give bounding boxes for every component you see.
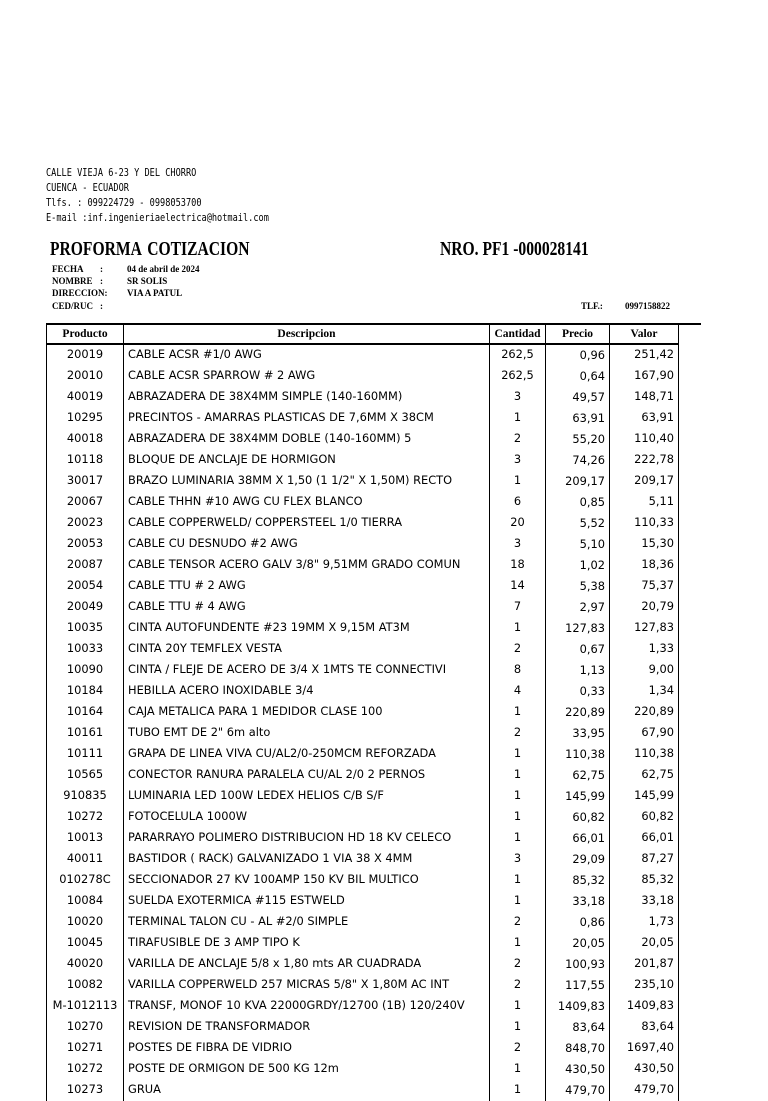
precio-cell: 479,70	[546, 1080, 610, 1101]
cantidad-cell: 1	[490, 702, 546, 723]
descripcion-cell: HEBILLA ACERO INOXIDABLE 3/4	[124, 681, 490, 702]
valor-cell: 1,73	[610, 912, 679, 933]
header-descripcion: Descripcion	[124, 324, 490, 344]
cantidad-cell: 1	[490, 996, 546, 1017]
table-row	[47, 1080, 679, 1101]
producto-cell: 10020	[47, 912, 124, 933]
table-row	[47, 681, 679, 702]
precio-cell: 85,32	[546, 870, 610, 891]
precio-cell: 0,64	[546, 366, 610, 387]
cantidad-cell: 4	[490, 681, 546, 702]
precio-cell: 145,99	[546, 786, 610, 807]
header-cantidad: Cantidad	[490, 324, 546, 344]
producto-cell: M-1012113	[47, 996, 124, 1017]
table-row	[47, 597, 679, 618]
producto-cell: 10184	[47, 681, 124, 702]
cantidad-cell: 1	[490, 765, 546, 786]
table-row	[47, 702, 679, 723]
valor-cell: 75,37	[610, 576, 679, 597]
valor-cell: 110,38	[610, 744, 679, 765]
valor-cell: 209,17	[610, 471, 679, 492]
table-row	[47, 786, 679, 807]
cantidad-cell: 20	[490, 513, 546, 534]
valor-cell: 67,90	[610, 723, 679, 744]
cantidad-cell: 6	[490, 492, 546, 513]
company-phones: Tlfs. : 099224729 - 0998053700	[46, 197, 202, 209]
descripcion-cell: BLOQUE DE ANCLAJE DE HORMIGON	[124, 450, 490, 471]
precio-cell: 0,67	[546, 639, 610, 660]
company-email: E-mail :inf.ingenieriaelectrica@hotmail.com	[46, 212, 269, 224]
cantidad-cell: 1	[490, 807, 546, 828]
precio-cell: 117,55	[546, 975, 610, 996]
cantidad-cell: 1	[490, 408, 546, 429]
descripcion-cell: FOTOCELULA 1000W	[124, 807, 490, 828]
producto-cell: 40019	[47, 387, 124, 408]
precio-cell: 29,09	[546, 849, 610, 870]
descripcion-cell: TERMINAL TALON CU - AL #2/0 SIMPLE	[124, 912, 490, 933]
precio-cell: 1,13	[546, 660, 610, 681]
descripcion-cell: SECCIONADOR 27 KV 100AMP 150 KV BIL MULTICO	[124, 870, 490, 891]
descripcion-cell: CINTA 20Y TEMFLEX VESTA	[124, 639, 490, 660]
document-number: NRO. PF1 -000028141	[440, 238, 589, 260]
producto-cell: 10013	[47, 828, 124, 849]
descripcion-cell: CABLE THHN #10 AWG CU FLEX BLANCO	[124, 492, 490, 513]
direccion-row	[52, 288, 352, 299]
cantidad-cell: 8	[490, 660, 546, 681]
producto-cell: 20049	[47, 597, 124, 618]
cantidad-cell: 1	[490, 1017, 546, 1038]
precio-cell: 127,83	[546, 618, 610, 639]
precio-cell: 63,91	[546, 408, 610, 429]
table-row	[47, 975, 679, 996]
tlf-value: 0997158822	[625, 301, 670, 311]
valor-cell: 18,36	[610, 555, 679, 576]
descripcion-cell: GRAPA DE LINEA VIVA CU/AL2/0-250MCM REFORZADA	[124, 744, 490, 765]
precio-cell: 0,33	[546, 681, 610, 702]
descripcion-cell: CAJA METALICA PARA 1 MEDIDOR CLASE 100	[124, 702, 490, 723]
valor-cell: 5,11	[610, 492, 679, 513]
descripcion-cell: CABLE TTU # 4 AWG	[124, 597, 490, 618]
cantidad-cell: 3	[490, 450, 546, 471]
valor-cell: 15,30	[610, 534, 679, 555]
table-row	[47, 828, 679, 849]
producto-cell: 10090	[47, 660, 124, 681]
table-row	[47, 344, 679, 366]
descripcion-cell: PRECINTOS - AMARRAS PLASTICAS DE 7,6MM X 38CM	[124, 408, 490, 429]
producto-cell: 20019	[47, 344, 124, 366]
descripcion-cell: CABLE COPPERWELD/ COPPERSTEEL 1/0 TIERRA	[124, 513, 490, 534]
table-row	[47, 996, 679, 1017]
table-row	[47, 555, 679, 576]
table-row	[47, 870, 679, 891]
company-address-line1: CALLE VIEJA 6-23 Y DEL CHORRO	[46, 167, 197, 179]
producto-cell: 10084	[47, 891, 124, 912]
producto-cell: 20010	[47, 366, 124, 387]
descripcion-cell: ABRAZADERA DE 38X4MM SIMPLE (140-160MM)	[124, 387, 490, 408]
precio-cell: 74,26	[546, 450, 610, 471]
cantidad-cell: 1	[490, 786, 546, 807]
descripcion-cell: BRAZO LUMINARIA 38MM X 1,50 (1 1/2" X 1,50M) RECTO	[124, 471, 490, 492]
precio-cell: 33,18	[546, 891, 610, 912]
cantidad-cell: 3	[490, 387, 546, 408]
cantidad-cell: 2	[490, 1038, 546, 1059]
precio-cell: 1,02	[546, 555, 610, 576]
producto-cell: 30017	[47, 471, 124, 492]
producto-cell: 20054	[47, 576, 124, 597]
table-row	[47, 576, 679, 597]
fecha-row	[52, 264, 352, 275]
precio-cell: 33,95	[546, 723, 610, 744]
valor-cell: 201,87	[610, 954, 679, 975]
fecha-label: FECHA	[52, 264, 84, 274]
valor-cell: 145,99	[610, 786, 679, 807]
table-row	[47, 912, 679, 933]
cantidad-cell: 1	[490, 1059, 546, 1080]
descripcion-cell: TUBO EMT DE 2" 6m alto	[124, 723, 490, 744]
producto-cell: 20067	[47, 492, 124, 513]
cantidad-cell: 1	[490, 618, 546, 639]
valor-cell: 148,71	[610, 387, 679, 408]
nombre-label: NOMBRE	[52, 276, 93, 286]
valor-cell: 127,83	[610, 618, 679, 639]
valor-cell: 167,90	[610, 366, 679, 387]
cantidad-cell: 1	[490, 891, 546, 912]
valor-cell: 110,40	[610, 429, 679, 450]
valor-cell: 60,82	[610, 807, 679, 828]
descripcion-cell: BASTIDOR ( RACK) GALVANIZADO 1 VIA 38 X 4MM	[124, 849, 490, 870]
cantidad-cell: 1	[490, 471, 546, 492]
descripcion-cell: LUMINARIA LED 100W LEDEX HELIOS C/B S/F	[124, 786, 490, 807]
valor-cell: 251,42	[610, 344, 679, 366]
tlf-label: TLF.:	[581, 301, 603, 311]
precio-cell: 5,10	[546, 534, 610, 555]
descripcion-cell: PARARRAYO POLIMERO DISTRIBUCION HD 18 KV CELECO	[124, 828, 490, 849]
table-row	[47, 933, 679, 954]
valor-cell: 220,89	[610, 702, 679, 723]
producto-cell: 10272	[47, 807, 124, 828]
cantidad-cell: 14	[490, 576, 546, 597]
cantidad-cell: 2	[490, 429, 546, 450]
producto-cell: 10271	[47, 1038, 124, 1059]
producto-cell: 40018	[47, 429, 124, 450]
descripcion-cell: REVISION DE TRANSFORMADOR	[124, 1017, 490, 1038]
precio-cell: 62,75	[546, 765, 610, 786]
table-row	[47, 513, 679, 534]
precio-cell: 209,17	[546, 471, 610, 492]
precio-cell: 83,64	[546, 1017, 610, 1038]
table-row	[47, 408, 679, 429]
precio-cell: 0,85	[546, 492, 610, 513]
precio-cell: 220,89	[546, 702, 610, 723]
cantidad-cell: 18	[490, 555, 546, 576]
cedruc-colon: :	[100, 301, 103, 311]
precio-cell: 0,86	[546, 912, 610, 933]
precio-cell: 5,38	[546, 576, 610, 597]
producto-cell: 40020	[47, 954, 124, 975]
table-row	[47, 807, 679, 828]
descripcion-cell: CABLE CU DESNUDO #2 AWG	[124, 534, 490, 555]
precio-cell: 66,01	[546, 828, 610, 849]
descripcion-cell: CABLE ACSR #1/0 AWG	[124, 344, 490, 366]
precio-cell: 55,20	[546, 429, 610, 450]
descripcion-cell: CABLE ACSR SPARROW # 2 AWG	[124, 366, 490, 387]
table-row	[47, 429, 679, 450]
precio-cell: 1409,83	[546, 996, 610, 1017]
producto-cell: 10118	[47, 450, 124, 471]
producto-cell: 10161	[47, 723, 124, 744]
company-address-block	[46, 166, 269, 226]
descripcion-cell: CONECTOR RANURA PARALELA CU/AL 2/0 2 PERNOS	[124, 765, 490, 786]
header-valor: Valor	[610, 324, 679, 344]
producto-cell: 10565	[47, 765, 124, 786]
producto-cell: 10272	[47, 1059, 124, 1080]
cantidad-cell: 2	[490, 639, 546, 660]
cantidad-cell: 1	[490, 744, 546, 765]
table-row	[47, 1059, 679, 1080]
cantidad-cell: 2	[490, 954, 546, 975]
table-row	[47, 492, 679, 513]
table-header-row	[47, 324, 679, 344]
cantidad-cell: 3	[490, 849, 546, 870]
table-row	[47, 849, 679, 870]
table-row	[47, 891, 679, 912]
valor-cell: 9,00	[610, 660, 679, 681]
producto-cell: 10273	[47, 1080, 124, 1101]
table-row	[47, 723, 679, 744]
table-body	[47, 344, 679, 1101]
valor-cell: 110,33	[610, 513, 679, 534]
header-precio: Precio	[546, 324, 610, 344]
producto-cell: 10164	[47, 702, 124, 723]
table-row	[47, 1017, 679, 1038]
nombre-value: SR SOLIS	[127, 276, 168, 286]
producto-cell: 010278C	[47, 870, 124, 891]
precio-cell: 430,50	[546, 1059, 610, 1080]
table-row	[47, 471, 679, 492]
descripcion-cell: TIRAFUSIBLE DE 3 AMP TIPO K	[124, 933, 490, 954]
producto-cell: 40011	[47, 849, 124, 870]
cantidad-cell: 1	[490, 1080, 546, 1101]
descripcion-cell: POSTES DE FIBRA DE VIDRIO	[124, 1038, 490, 1059]
producto-cell: 10082	[47, 975, 124, 996]
direccion-label: DIRECCION:	[52, 288, 108, 298]
company-address-line2: CUENCA - ECUADOR	[46, 182, 129, 194]
descripcion-cell: CABLE TTU # 2 AWG	[124, 576, 490, 597]
valor-cell: 85,32	[610, 870, 679, 891]
table-row	[47, 660, 679, 681]
cantidad-cell: 7	[490, 597, 546, 618]
cantidad-cell: 2	[490, 975, 546, 996]
cantidad-cell: 262,5	[490, 366, 546, 387]
producto-cell: 10033	[47, 639, 124, 660]
descripcion-cell: TRANSF, MONOF 10 KVA 22000GRDY/12700 (1B) 120/240V	[124, 996, 490, 1017]
valor-cell: 20,79	[610, 597, 679, 618]
valor-cell: 62,75	[610, 765, 679, 786]
valor-cell: 222,78	[610, 450, 679, 471]
descripcion-cell: GRUA	[124, 1080, 490, 1101]
cantidad-cell: 3	[490, 534, 546, 555]
producto-cell: 10045	[47, 933, 124, 954]
nombre-row	[52, 276, 352, 287]
table-row	[47, 618, 679, 639]
descripcion-cell: SUELDA EXOTERMICA #115 ESTWELD	[124, 891, 490, 912]
valor-cell: 66,01	[610, 828, 679, 849]
header-producto: Producto	[47, 324, 124, 344]
nombre-colon: :	[100, 276, 103, 286]
valor-cell: 430,50	[610, 1059, 679, 1080]
document-title: PROFORMA COTIZACION	[50, 238, 250, 260]
valor-cell: 1,34	[610, 681, 679, 702]
fecha-value: 04 de abril de 2024	[127, 264, 200, 274]
producto-cell: 10270	[47, 1017, 124, 1038]
table-row	[47, 744, 679, 765]
valor-cell: 1,33	[610, 639, 679, 660]
cantidad-cell: 1	[490, 828, 546, 849]
producto-cell: 910835	[47, 786, 124, 807]
cantidad-cell: 2	[490, 912, 546, 933]
valor-cell: 479,70	[610, 1080, 679, 1101]
producto-cell: 10295	[47, 408, 124, 429]
valor-cell: 87,27	[610, 849, 679, 870]
producto-cell: 10035	[47, 618, 124, 639]
precio-cell: 100,93	[546, 954, 610, 975]
producto-cell: 20023	[47, 513, 124, 534]
precio-cell: 848,70	[546, 1038, 610, 1059]
table-row	[47, 639, 679, 660]
producto-cell: 20087	[47, 555, 124, 576]
valor-cell: 83,64	[610, 1017, 679, 1038]
precio-cell: 5,52	[546, 513, 610, 534]
valor-cell: 1409,83	[610, 996, 679, 1017]
descripcion-cell: CABLE TENSOR ACERO GALV 3/8" 9,51MM GRADO COMUN	[124, 555, 490, 576]
cantidad-cell: 1	[490, 933, 546, 954]
table-row	[47, 387, 679, 408]
producto-cell: 10111	[47, 744, 124, 765]
valor-cell: 20,05	[610, 933, 679, 954]
table-row	[47, 534, 679, 555]
fecha-colon: :	[100, 264, 103, 274]
table-row	[47, 366, 679, 387]
valor-cell: 63,91	[610, 408, 679, 429]
cantidad-cell: 1	[490, 870, 546, 891]
cantidad-cell: 262,5	[490, 344, 546, 366]
valor-cell: 235,10	[610, 975, 679, 996]
cedruc-label: CED/RUC	[52, 301, 94, 311]
cantidad-cell: 2	[490, 723, 546, 744]
items-table	[46, 324, 679, 1101]
precio-cell: 110,38	[546, 744, 610, 765]
precio-cell: 60,82	[546, 807, 610, 828]
descripcion-cell: VARILLA COPPERWELD 257 MICRAS 5/8" X 1,80M AC INT	[124, 975, 490, 996]
valor-cell: 1697,40	[610, 1038, 679, 1059]
descripcion-cell: POSTE DE ORMIGON DE 500 KG 12m	[124, 1059, 490, 1080]
descripcion-cell: CINTA / FLEJE DE ACERO DE 3/4 X 1MTS TE CONNECTIVI	[124, 660, 490, 681]
precio-cell: 0,96	[546, 344, 610, 366]
table-row	[47, 765, 679, 786]
precio-cell: 2,97	[546, 597, 610, 618]
producto-cell: 20053	[47, 534, 124, 555]
cedruc-row	[52, 301, 352, 312]
valor-cell: 33,18	[610, 891, 679, 912]
direccion-value: VIA A PATUL	[127, 288, 183, 298]
table-row	[47, 954, 679, 975]
descripcion-cell: VARILLA DE ANCLAJE 5/8 x 1,80 mts AR CUADRADA	[124, 954, 490, 975]
precio-cell: 49,57	[546, 387, 610, 408]
precio-cell: 20,05	[546, 933, 610, 954]
table-row	[47, 450, 679, 471]
table-row	[47, 1038, 679, 1059]
descripcion-cell: ABRAZADERA DE 38X4MM DOBLE (140-160MM) 5	[124, 429, 490, 450]
descripcion-cell: CINTA AUTOFUNDENTE #23 19MM X 9,15M AT3M	[124, 618, 490, 639]
